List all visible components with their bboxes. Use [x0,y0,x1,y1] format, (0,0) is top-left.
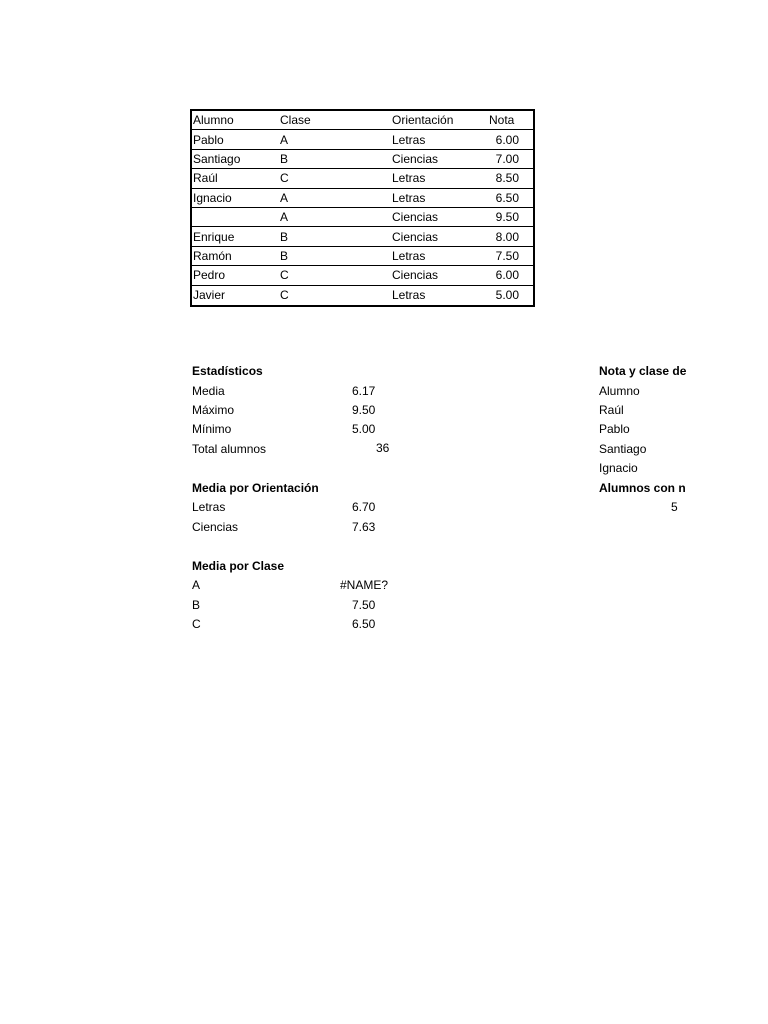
minimo-label: Mínimo [192,422,232,436]
table-row [192,150,533,169]
nota-clase-title: Nota y clase de [599,364,687,378]
cell-orientacion[interactable]: Letras [392,132,426,147]
ciencias-value[interactable]: 7.63 [352,520,376,534]
cell-nota[interactable]: 7.00 [495,151,519,166]
clase-b-label: B [192,598,201,612]
cell-nota[interactable]: 7.50 [495,248,519,263]
cell-orientacion[interactable]: Letras [392,248,426,263]
table-row [192,208,533,227]
cell-orientacion[interactable]: Letras [392,171,426,186]
cell-orientacion[interactable]: Ciencias [392,268,439,283]
cell-alumno[interactable]: Enrique [193,229,235,244]
maximo-value[interactable]: 9.50 [352,403,376,417]
header-clase: Clase [280,113,311,128]
alumnos-con-label: Alumnos con n [599,481,686,495]
total-alumnos-label: Total alumnos [192,442,267,456]
cell-nota[interactable]: 8.50 [495,171,519,186]
cell-nota[interactable]: 9.50 [495,210,519,225]
clase-a-label: A [192,578,201,592]
total-alumnos-value[interactable]: 36 [376,441,390,455]
grades-table [190,109,535,307]
clase-a-value[interactable]: #NAME? [340,578,389,592]
alumnos-con-value[interactable]: 5 [671,500,678,514]
cell-clase[interactable]: A [280,210,289,225]
nota-clase-alumno-label: Alumno [599,384,640,398]
cell-nota[interactable]: 6.00 [495,132,519,147]
cell-orientacion[interactable]: Ciencias [392,229,439,244]
cell-clase[interactable]: C [280,288,289,303]
cell-orientacion[interactable]: Letras [392,288,426,303]
letras-label: Letras [192,500,226,514]
maximo-label: Máximo [192,403,235,417]
media-label: Media [192,384,225,398]
cell-clase[interactable]: B [280,229,289,244]
clase-c-label: C [192,617,201,631]
table-row [192,130,533,149]
table-row [192,266,533,285]
nota-clase-name[interactable]: Raúl [599,403,624,417]
cell-orientacion[interactable]: Ciencias [392,151,439,166]
cell-clase[interactable]: B [280,248,289,263]
nota-clase-name[interactable]: Ignacio [599,461,638,475]
clase-b-value[interactable]: 7.50 [352,598,376,612]
cell-nota[interactable]: 5.00 [495,288,519,303]
minimo-value[interactable]: 5.00 [352,422,376,436]
nota-clase-section [599,362,687,522]
letras-value[interactable]: 6.70 [352,500,376,514]
cell-clase[interactable]: C [280,171,289,186]
cell-nota[interactable]: 6.50 [495,190,519,205]
clase-c-value[interactable]: 6.50 [352,617,376,631]
media-value[interactable]: 6.17 [352,384,376,398]
cell-clase[interactable]: C [280,268,289,283]
media-clase-title: Media por Clase [192,559,285,573]
table-row [192,247,533,266]
ciencias-label: Ciencias [192,520,239,534]
header-nota: Nota [489,113,515,128]
cell-alumno[interactable]: Ramón [193,248,232,263]
table-row [192,169,533,188]
nota-clase-name[interactable]: Pablo [599,422,630,436]
nota-clase-name[interactable]: Santiago [599,442,647,456]
cell-clase[interactable]: B [280,151,289,166]
estadisticos-title: Estadísticos [192,364,263,378]
header-alumno: Alumno [193,113,234,128]
cell-alumno[interactable]: Javier [193,288,226,303]
table-header-row [192,111,533,130]
cell-orientacion[interactable]: Letras [392,190,426,205]
cell-alumno[interactable]: Raúl [193,171,218,186]
cell-clase[interactable]: A [280,190,289,205]
media-orientacion-title: Media por Orientación [192,481,319,495]
cell-clase[interactable]: A [280,132,289,147]
table-row [192,189,533,208]
header-orientacion: Orientación [392,113,454,128]
table-row [192,227,533,246]
cell-alumno[interactable]: Pedro [193,268,226,283]
cell-alumno[interactable]: Santiago [193,151,241,166]
cell-alumno[interactable]: Pablo [193,132,224,147]
cell-alumno[interactable]: Ignacio [193,190,232,205]
table-row [192,286,533,305]
cell-nota[interactable]: 8.00 [495,229,519,244]
cell-orientacion[interactable]: Ciencias [392,210,439,225]
cell-nota[interactable]: 6.00 [495,268,519,283]
